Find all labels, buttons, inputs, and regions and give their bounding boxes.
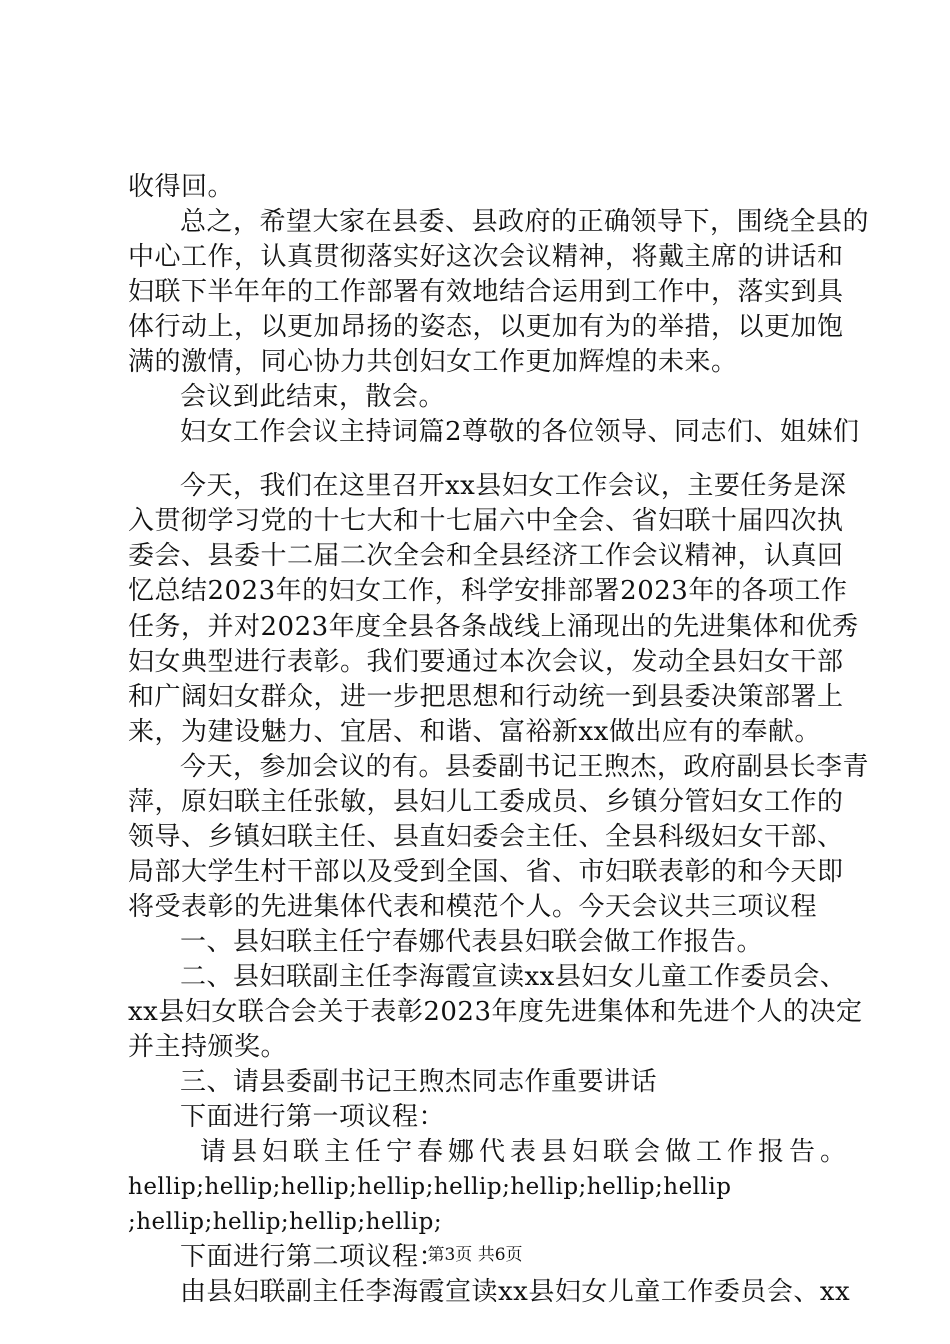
text-line: 体行动上，以更加昂扬的姿态，以更加有为的举措，以更加饱 <box>128 312 844 342</box>
text-line: 今天，参加会议的有。县委副书记王煦杰，政府副县长李青 <box>180 752 870 782</box>
text-line: 萍，原妇联主任张敏，县妇儿工委成员、乡镇分管妇女工作的 <box>128 787 844 817</box>
text-line: 中心工作，认真贯彻落实好这次会议精神，将戴主席的讲话和 <box>128 242 844 272</box>
text-line: 任务，并对2023年度全县各条战线上涌现出的先进集体和优秀 <box>128 612 859 642</box>
text-line: 委会、县委十二届二次全会和全县经济工作会议精神，认真回 <box>128 541 844 571</box>
text-line: 领导、乡镇妇联主任、县直妇委会主任、全县科级妇女干部、 <box>128 822 844 852</box>
text-line: 妇女典型进行表彰。我们要通过本次会议，发动全县妇女干部 <box>128 647 844 677</box>
text-line: 并主持颁奖。 <box>128 1032 288 1062</box>
text-line: ;hellip;hellip;hellip;hellip; <box>128 1209 443 1235</box>
text-line: 二、县妇联副主任李海霞宣读xx县妇女儿童工作委员会、 <box>180 962 847 992</box>
page-number-footer: 第3页 共6页 <box>427 1245 523 1265</box>
text-line: 妇联下半年年的工作部署有效地结合运用到工作中，落实到具 <box>128 277 844 307</box>
text-line: 总之，希望大家在县委、县政府的正确领导下，围绕全县的 <box>180 207 870 237</box>
text-line: 收得回。 <box>128 172 235 202</box>
text-line: 三、请县委副书记王煦杰同志作重要讲话 <box>180 1067 658 1097</box>
text-line: 局部大学生村干部以及受到全国、省、市妇联表彰的和今天即 <box>128 857 844 887</box>
text-line: 来，为建设魅力、宜居、和谐、富裕新xx做出应有的奉献。 <box>128 717 821 747</box>
text-line: 由县妇联副主任李海霞宣读xx县妇女儿童工作委员会、xx <box>180 1277 851 1307</box>
text-line: 将受表彰的先进集体代表和模范个人。今天会议共三项议程 <box>128 892 818 922</box>
text-line: 一、县妇联主任宁春娜代表县妇联会做工作报告。 <box>180 927 764 957</box>
text-line: 会议到此结束，散会。 <box>180 382 446 412</box>
text-line: 和广阔妇女群众，进一步把思想和行动统一到县委决策部署上 <box>128 682 844 712</box>
text-line: 妇女工作会议主持词篇2尊敬的各位领导、同志们、姐妹们 <box>180 417 860 447</box>
text-line: 满的激情，同心协力共创妇女工作更加辉煌的未来。 <box>128 347 738 377</box>
text-line: 入贯彻学习党的十七大和十七届六中全会、省妇联十届四次执 <box>128 506 844 536</box>
text-line: 下面进行第一项议程： <box>180 1102 446 1132</box>
text-line: 下面进行第二项议程： <box>180 1242 446 1272</box>
text-line: hellip;hellip;hellip;hellip;hellip;hellip;hellip;hellip <box>128 1174 732 1200</box>
text-line: 请县妇联主任宁春娜代表县妇联会做工作报告。 <box>200 1137 852 1167</box>
text-line: 今天，我们在这里召开xx县妇女工作会议，主要任务是深 <box>180 471 847 501</box>
text-line: xx县妇女联合会关于表彰2023年度先进集体和先进个人的决定 <box>128 997 863 1027</box>
text-line: 忆总结2023年的妇女工作，科学安排部署2023年的各项工作 <box>128 576 848 606</box>
